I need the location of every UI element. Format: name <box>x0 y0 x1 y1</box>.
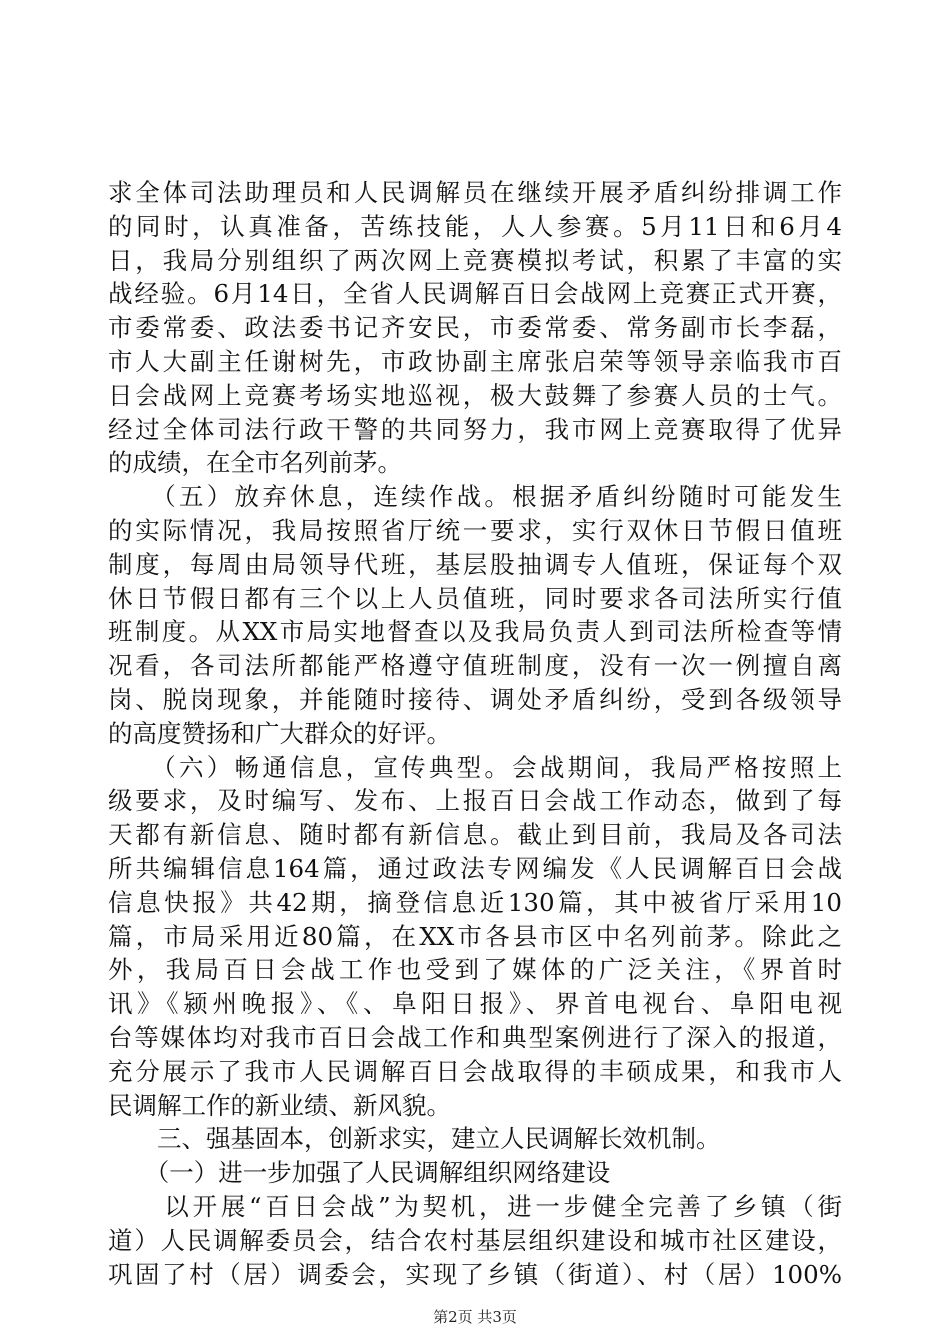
text-line: 的同时，认真准备，苦练技能，人人参赛。5月11日和6月4 <box>108 211 842 241</box>
text-line: （五）放弃休息，连续作战。根据矛盾纠纷随时可能发生 <box>108 482 842 512</box>
text-line: 信息快报》共42期，摘登信息近130篇，其中被省厅采用10 <box>108 887 842 917</box>
text-line: 经过全体司法行政干警的共同努力，我市网上竞赛取得了优异 <box>108 414 842 444</box>
text-line: 外，我局百日会战工作也受到了媒体的广泛关注，《界首时 <box>108 955 842 985</box>
body-text <box>108 176 842 1291</box>
text-line: 篇，市局采用近80篇，在XX市各县市区中名列前茅。除此之 <box>108 921 842 951</box>
text-line: 的实际情况，我局按照省厅统一要求，实行双休日节假日值班 <box>108 515 842 545</box>
text-line: 况看，各司法所都能严格遵守值班制度，没有一次一例擅自离 <box>108 651 842 681</box>
text-line: 市委常委、政法委书记齐安民，市委常委、常务副市长李磊， <box>108 313 842 343</box>
text-line: （一）进一步加强了人民调解组织网络建设 <box>108 1158 611 1188</box>
text-line: 所共编辑信息164篇，通过政法专网编发《人民调解百日会战 <box>108 853 842 883</box>
page-footer: 第2页 共3页 <box>433 1308 517 1326</box>
text-line: 巩固了村（居）调委会，实现了乡镇（街道）、村（居）100% <box>108 1259 842 1289</box>
text-line: 台等媒体均对我市百日会战工作和典型案例进行了深入的报道， <box>108 1022 842 1052</box>
text-line: 的高度赞扬和广大群众的好评。 <box>108 718 451 748</box>
text-line: 市人大副主任谢树先，市政协副主席张启荣等领导亲临我市百 <box>108 346 842 376</box>
text-line: 岗、脱岗现象，并能随时接待、调处矛盾纠纷，受到各级领导 <box>108 684 842 714</box>
text-line: 讯》《颍州晚报》、《、阜阳日报》、界首电视台、阜阳电视 <box>108 989 842 1019</box>
text-line: 的成绩，在全市名列前茅。 <box>108 448 402 478</box>
text-line: 道）人民调解委员会，结合农村基层组织建设和城市社区建设， <box>108 1225 842 1255</box>
text-line: 战经验。6月14日，全省人民调解百日会战网上竞赛正式开赛， <box>108 279 842 309</box>
text-line: 三、强基固本，创新求实，建立人民调解长效机制。 <box>108 1124 721 1154</box>
text-line: 休日节假日都有三个以上人员值班，同时要求各司法所实行值 <box>108 583 842 613</box>
text-line: 日会战网上竞赛考场实地巡视，极大鼓舞了参赛人员的士气。 <box>108 380 842 410</box>
text-line: 天都有新信息、随时都有新信息。截止到目前，我局及各司法 <box>108 820 842 850</box>
text-line: 充分展示了我市人民调解百日会战取得的丰硕成果，和我市人 <box>108 1056 842 1086</box>
text-line: 班制度。从XX市局实地督查以及我局负责人到司法所检查等情 <box>108 617 842 647</box>
text-line: 民调解工作的新业绩、新风貌。 <box>108 1090 451 1120</box>
text-line: 制度，每周由局领导代班，基层股抽调专人值班，保证每个双 <box>108 549 842 579</box>
text-line: 日，我局分别组织了两次网上竞赛模拟考试，积累了丰富的实 <box>108 245 842 275</box>
text-line: 求全体司法助理员和人民调解员在继续开展矛盾纠纷排调工作 <box>108 178 842 207</box>
text-line: 以开展“百日会战”为契机，进一步健全完善了乡镇（街 <box>108 1191 842 1221</box>
text-line: （六）畅通信息，宣传典型。会战期间，我局严格按照上 <box>108 752 842 782</box>
text-line: 级要求，及时编写、发布、上报百日会战工作动态，做到了每 <box>108 786 842 816</box>
